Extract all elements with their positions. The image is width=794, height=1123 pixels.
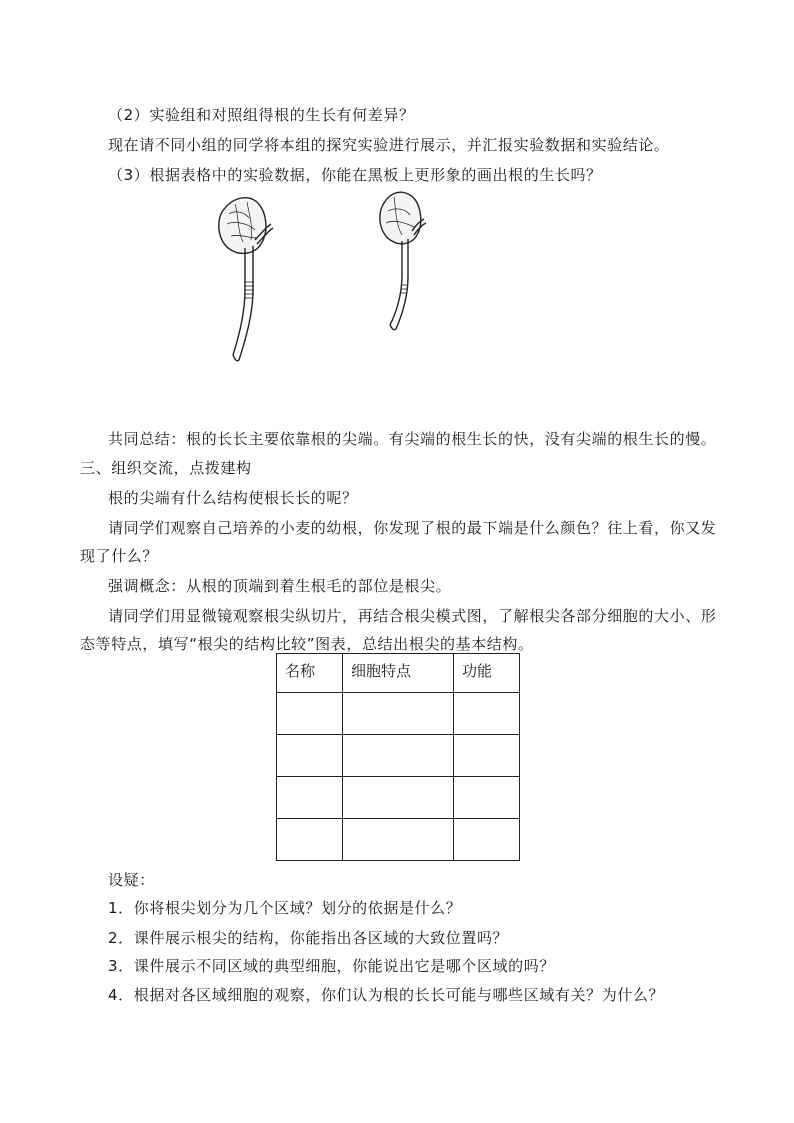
table-header-row <box>277 654 520 693</box>
report-instruction: 现在请不同小组的同学将本组的探究实验进行展示，并汇报实验数据和实验结论。 <box>108 136 670 154</box>
question-3: （3）根据表格中的实验数据，你能在黑板上更形象的画出根的生长吗？ <box>108 166 602 184</box>
question-item-2: 2．课件展示根尖的结构，你能指出各区域的大致位置吗？ <box>108 929 509 947</box>
table-cell <box>454 777 520 819</box>
table-header-name: 名称 <box>277 654 343 693</box>
table-header-cell-features: 细胞特点 <box>343 654 454 693</box>
table-row <box>277 777 520 819</box>
root-tip-comparison-table <box>276 653 520 861</box>
seedling-short-root-illustration <box>370 185 450 335</box>
table-cell <box>277 777 343 819</box>
table-header-function: 功能 <box>454 654 520 693</box>
table-cell <box>343 735 454 777</box>
table-cell <box>277 819 343 861</box>
table-row <box>277 819 520 861</box>
table-row <box>277 693 520 735</box>
table-cell <box>343 777 454 819</box>
table-cell <box>454 819 520 861</box>
table-cell <box>343 819 454 861</box>
table-cell <box>277 735 343 777</box>
seedling-long-root-illustration <box>205 190 295 370</box>
concept-emphasis: 强调概念：从根的顶端到着生根毛的部位是根尖。 <box>108 577 452 595</box>
questions-label: 设疑： <box>108 871 155 889</box>
question-2: （2）实验组和对照组得根的生长有何差异？ <box>108 106 415 124</box>
table-cell <box>454 693 520 735</box>
question-item-4: 4．根据对各区域细胞的观察，你们认为根的长长可能与哪些区域有关？为什么？ <box>108 986 665 1004</box>
table-cell <box>454 735 520 777</box>
section-three-heading: 三、组织交流，点拨建构 <box>80 459 252 477</box>
table-cell <box>277 693 343 735</box>
table-row <box>277 735 520 777</box>
microscope-task-line1: 请同学们用显微镜观察根尖纵切片，再结合根尖模式图，了解根尖各部分细胞的大小、形 <box>108 607 717 625</box>
question-item-1: 1．你将根尖划分为几个区域？划分的依据是什么？ <box>108 899 462 917</box>
observe-instruction-line2: 现了什么？ <box>80 547 159 565</box>
question-item-3: 3．课件展示不同区域的典型细胞，你能说出它是哪个区域的吗？ <box>108 957 555 975</box>
summary-text: 共同总结：根的长长主要依靠根的尖端。有尖端的根生长的快，没有尖端的根生长的慢。 <box>108 430 717 448</box>
observe-instruction-line1: 请同学们观察自己培养的小麦的幼根，你发现了根的最下端是什么颜色？往上看，你又发 <box>108 519 717 537</box>
table-cell <box>343 693 454 735</box>
root-tip-question: 根的尖端有什么结构使根长长的呢？ <box>108 489 358 507</box>
microscope-task-line2: 态等特点，填写“根尖的结构比较”图表，总结出根尖的基本结构。 <box>80 635 534 653</box>
